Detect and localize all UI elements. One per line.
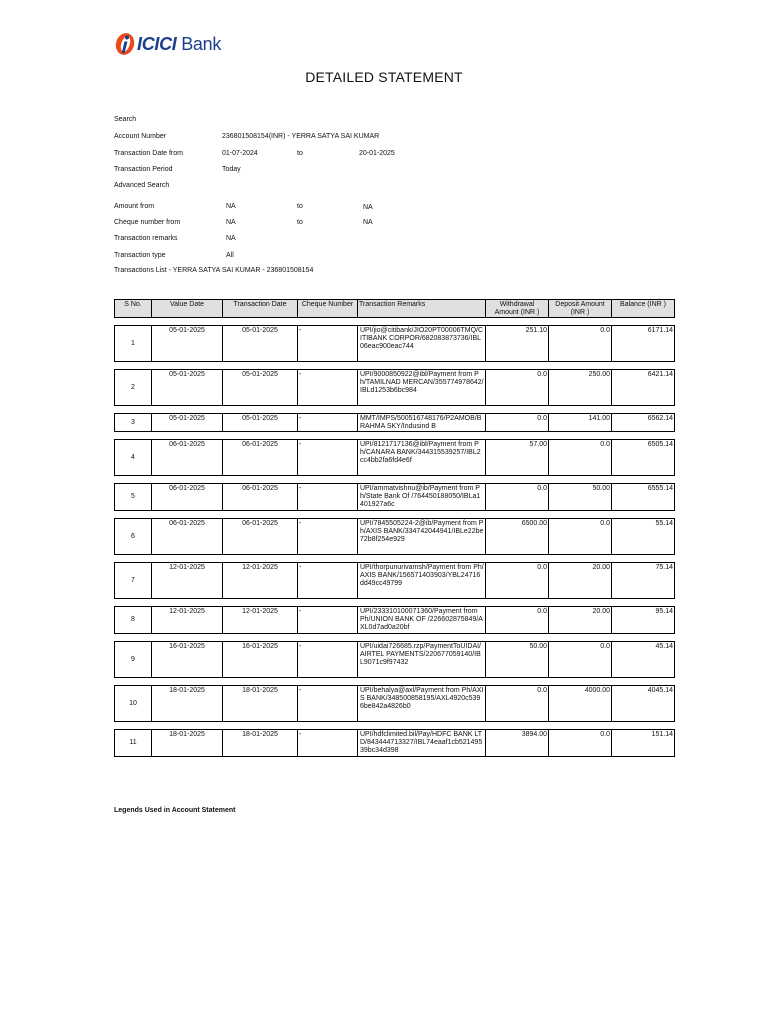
amount-to-label: to <box>297 203 303 210</box>
cell-deposit-amount: 50.00 <box>549 484 612 510</box>
cell-sno: 4 <box>115 440 152 475</box>
cell-sno: 5 <box>115 484 152 510</box>
cell-transaction-date: 06-01-2025 <box>223 440 298 475</box>
table-row <box>114 729 675 757</box>
cell-transaction-date: 16-01-2025 <box>223 642 298 677</box>
cell-balance: 75.14 <box>655 564 673 571</box>
cell-value-date: 16-01-2025 <box>152 642 223 677</box>
cell-transaction-remarks: UPI/233310100071360/Payment from Ph/UNION BANK OF /226602875849/AXL0d7ad0a20bf <box>358 607 486 633</box>
cell-cheque-number: - <box>298 519 358 554</box>
cell-value-date: 06-01-2025 <box>152 519 223 554</box>
cell-deposit-amount: 0.0 <box>549 326 612 361</box>
date-from-value: 01-07-2024 <box>222 150 258 157</box>
cell-deposit-amount: 0.0 <box>549 519 612 554</box>
cell-value-date: 05-01-2025 <box>152 326 223 361</box>
cell-value-date: 05-01-2025 <box>152 414 223 431</box>
cell-sno: 3 <box>115 414 152 431</box>
cell-value-date: 06-01-2025 <box>152 484 223 510</box>
cell-transaction-date: 06-01-2025 <box>223 484 298 510</box>
cell-value-date: 18-01-2025 <box>152 730 223 756</box>
legend-title: Legends Used in Account Statement <box>114 807 236 814</box>
remarks-label: Transaction remarks <box>114 235 178 242</box>
cell-transaction-date: 06-01-2025 <box>223 519 298 554</box>
cell-transaction-remarks: UPI/jio@citibank/JIO20PT00006TMQ/CITIBANK CORPOR/682083873736/IBL06eac900eac744 <box>358 326 486 361</box>
cell-deposit-amount: 0.0 <box>549 642 612 677</box>
cheque-from-value: NA <box>226 219 236 226</box>
cell-withdrawal-amount: 0.0 <box>486 686 549 721</box>
cell-withdrawal-amount: 0.0 <box>486 607 549 633</box>
cell-deposit-amount: 4000.00 <box>549 686 612 721</box>
table-row <box>114 606 675 634</box>
type-label: Transaction type <box>114 252 166 259</box>
header-deposit-amount: Deposit Amount (INR ) <box>549 300 612 317</box>
cell-transaction-remarks: UPI/uidai726685.rzp/PaymentToUIDAI/AIRTEL PAYMENTS/220677059140/IBL9071c9f97432 <box>358 642 486 677</box>
icici-logo-icon <box>114 32 136 56</box>
date-to-value: 20-01-2025 <box>359 150 395 157</box>
cell-balance: 6555.14 <box>647 485 673 492</box>
cell-cheque-number: - <box>298 686 358 721</box>
cell-cheque-number: - <box>298 326 358 361</box>
cell-value-date: 18-01-2025 <box>152 686 223 721</box>
cell-transaction-remarks: UPI/7845505224-2@ib/Payment from Ph/AXIS BANK/334742044941/IBLe22be72b8f254e929 <box>358 519 486 554</box>
header-transaction-date: Transaction Date <box>223 300 298 317</box>
transactions-table <box>114 299 675 757</box>
cell-deposit-amount: 0.0 <box>549 730 612 756</box>
cell-transaction-date: 05-01-2025 <box>223 326 298 361</box>
search-heading: Search <box>114 116 137 123</box>
table-row <box>114 483 675 511</box>
table-row <box>114 685 675 722</box>
cell-cheque-number: - <box>298 607 358 633</box>
cell-transaction-date: 05-01-2025 <box>223 370 298 405</box>
table-header <box>114 299 675 318</box>
cell-balance: 45.14 <box>655 643 673 650</box>
cell-balance: 6421.14 <box>647 371 673 378</box>
transactions-list-label: Transactions List - YERRA SATYA SAI KUMAR - 236801508154 <box>114 267 314 274</box>
cell-transaction-date: 12-01-2025 <box>223 607 298 633</box>
header-transaction-remarks: Transaction Remarks <box>358 300 486 317</box>
cell-withdrawal-amount: 0.0 <box>486 484 549 510</box>
date-to-label: to <box>297 150 303 157</box>
cell-sno: 7 <box>115 563 152 598</box>
cheque-to-label: to <box>297 219 303 226</box>
cell-balance: 95.14 <box>655 608 673 615</box>
table-row <box>114 518 675 555</box>
cell-deposit-amount: 0.0 <box>549 440 612 475</box>
cell-balance: 6171.14 <box>647 327 673 334</box>
cell-cheque-number: - <box>298 440 358 475</box>
cell-cheque-number: - <box>298 370 358 405</box>
cell-value-date: 12-01-2025 <box>152 607 223 633</box>
cell-withdrawal-amount: 50.00 <box>486 642 549 677</box>
cell-transaction-remarks: UPI/hdfclimited.bil/Pay/HDFC BANK LTD/843444713327/IBL74eaaf1cb52149539bc34d398 <box>358 730 486 756</box>
amount-to-value: NA <box>363 204 373 211</box>
page-title: DETAILED STATEMENT <box>305 69 463 85</box>
cell-transaction-remarks: MMT/IMPS/500516748176/P2AMOB/BRAHMA SKY/Indusind B <box>358 414 486 431</box>
cell-sno: 11 <box>115 730 152 756</box>
cell-sno: 8 <box>115 607 152 633</box>
cell-deposit-amount: 141.00 <box>549 414 612 431</box>
cell-withdrawal-amount: 3894.00 <box>486 730 549 756</box>
account-number-value: 236801508154(INR) - YERRA SATYA SAI KUMAR <box>222 133 380 140</box>
date-from-label: Transaction Date from <box>114 150 183 157</box>
header-balance: Balance (INR ) <box>620 301 666 308</box>
cell-sno: 1 <box>115 326 152 361</box>
cell-balance: 6505.14 <box>647 441 673 448</box>
table-row <box>114 641 675 678</box>
cell-cheque-number: - <box>298 642 358 677</box>
cell-deposit-amount: 20.00 <box>549 563 612 598</box>
cell-cheque-number: - <box>298 414 358 431</box>
header-sno: S No. <box>115 300 152 317</box>
account-number-label: Account Number <box>114 133 167 140</box>
cell-withdrawal-amount: 0.0 <box>486 563 549 598</box>
cell-balance: 4045.14 <box>647 687 673 694</box>
cell-deposit-amount: 250.00 <box>549 370 612 405</box>
cheque-from-label: Cheque number from <box>114 219 181 226</box>
cell-value-date: 05-01-2025 <box>152 370 223 405</box>
cell-cheque-number: - <box>298 730 358 756</box>
cell-transaction-date: 18-01-2025 <box>223 686 298 721</box>
table-row <box>114 562 675 599</box>
cell-withdrawal-amount: 57.00 <box>486 440 549 475</box>
cell-cheque-number: - <box>298 484 358 510</box>
cell-sno: 2 <box>115 370 152 405</box>
cell-transaction-remarks: UPI/thorpunurivamsh/Payment from Ph/AXIS BANK/156571403903/YBL24716dd49cc49799 <box>358 563 486 598</box>
remarks-value: NA <box>226 235 236 242</box>
period-value: Today <box>222 166 241 173</box>
amount-from-label: Amount from <box>114 203 155 210</box>
header-withdrawal-amount: Withdrawal Amount (INR ) <box>486 300 549 317</box>
header-cheque-number: Cheque Number <box>298 300 358 317</box>
table-row <box>114 439 675 476</box>
cheque-to-value: NA <box>363 219 373 226</box>
cell-withdrawal-amount: 6500.00 <box>486 519 549 554</box>
cell-withdrawal-amount: 251.10 <box>486 326 549 361</box>
header-value-date: Value Date <box>152 300 223 317</box>
cell-transaction-remarks: UPI/ammatvishnu@ib/Payment from Ph/State Bank Of /764450188050/IBLa1401927a6c <box>358 484 486 510</box>
cell-transaction-date: 12-01-2025 <box>223 563 298 598</box>
table-row <box>114 325 675 362</box>
cell-cheque-number: - <box>298 563 358 598</box>
cell-transaction-date: 18-01-2025 <box>223 730 298 756</box>
table-row <box>114 413 675 432</box>
cell-sno: 10 <box>115 686 152 721</box>
amount-from-value: NA <box>226 203 236 210</box>
table-row <box>114 369 675 406</box>
table-body <box>114 325 675 757</box>
cell-balance: 6562.14 <box>647 415 673 422</box>
cell-balance: 55.14 <box>655 520 673 527</box>
cell-balance: 151.14 <box>651 731 673 738</box>
cell-sno: 6 <box>115 519 152 554</box>
cell-deposit-amount: 20.00 <box>549 607 612 633</box>
cell-sno: 9 <box>115 642 152 677</box>
cell-transaction-remarks: UPI/9000850922@ibl/Payment from Ph/TAMILNAD MERCAN/355774978642/IBLd1253b6bc984 <box>358 370 486 405</box>
icici-bank-logo <box>114 30 221 58</box>
cell-transaction-remarks: UPI/behalya@axl/Payment from Ph/AXIS BANK/348500858195/AXL4920c5396be842a4826b0 <box>358 686 486 721</box>
advanced-search-label: Advanced Search <box>114 182 170 189</box>
cell-transaction-date: 05-01-2025 <box>223 414 298 431</box>
type-value: All <box>226 252 234 259</box>
period-label: Transaction Period <box>114 166 173 173</box>
cell-withdrawal-amount: 0.0 <box>486 414 549 431</box>
cell-value-date: 12-01-2025 <box>152 563 223 598</box>
cell-withdrawal-amount: 0.0 <box>486 370 549 405</box>
cell-transaction-remarks: UPI/8121717136@ibl/Payment from Ph/CANARA BANK/344315539257/IBL2cc4bb2fa6fd4e6f <box>358 440 486 475</box>
logo-text: ICICI Bank <box>137 33 222 54</box>
cell-value-date: 06-01-2025 <box>152 440 223 475</box>
